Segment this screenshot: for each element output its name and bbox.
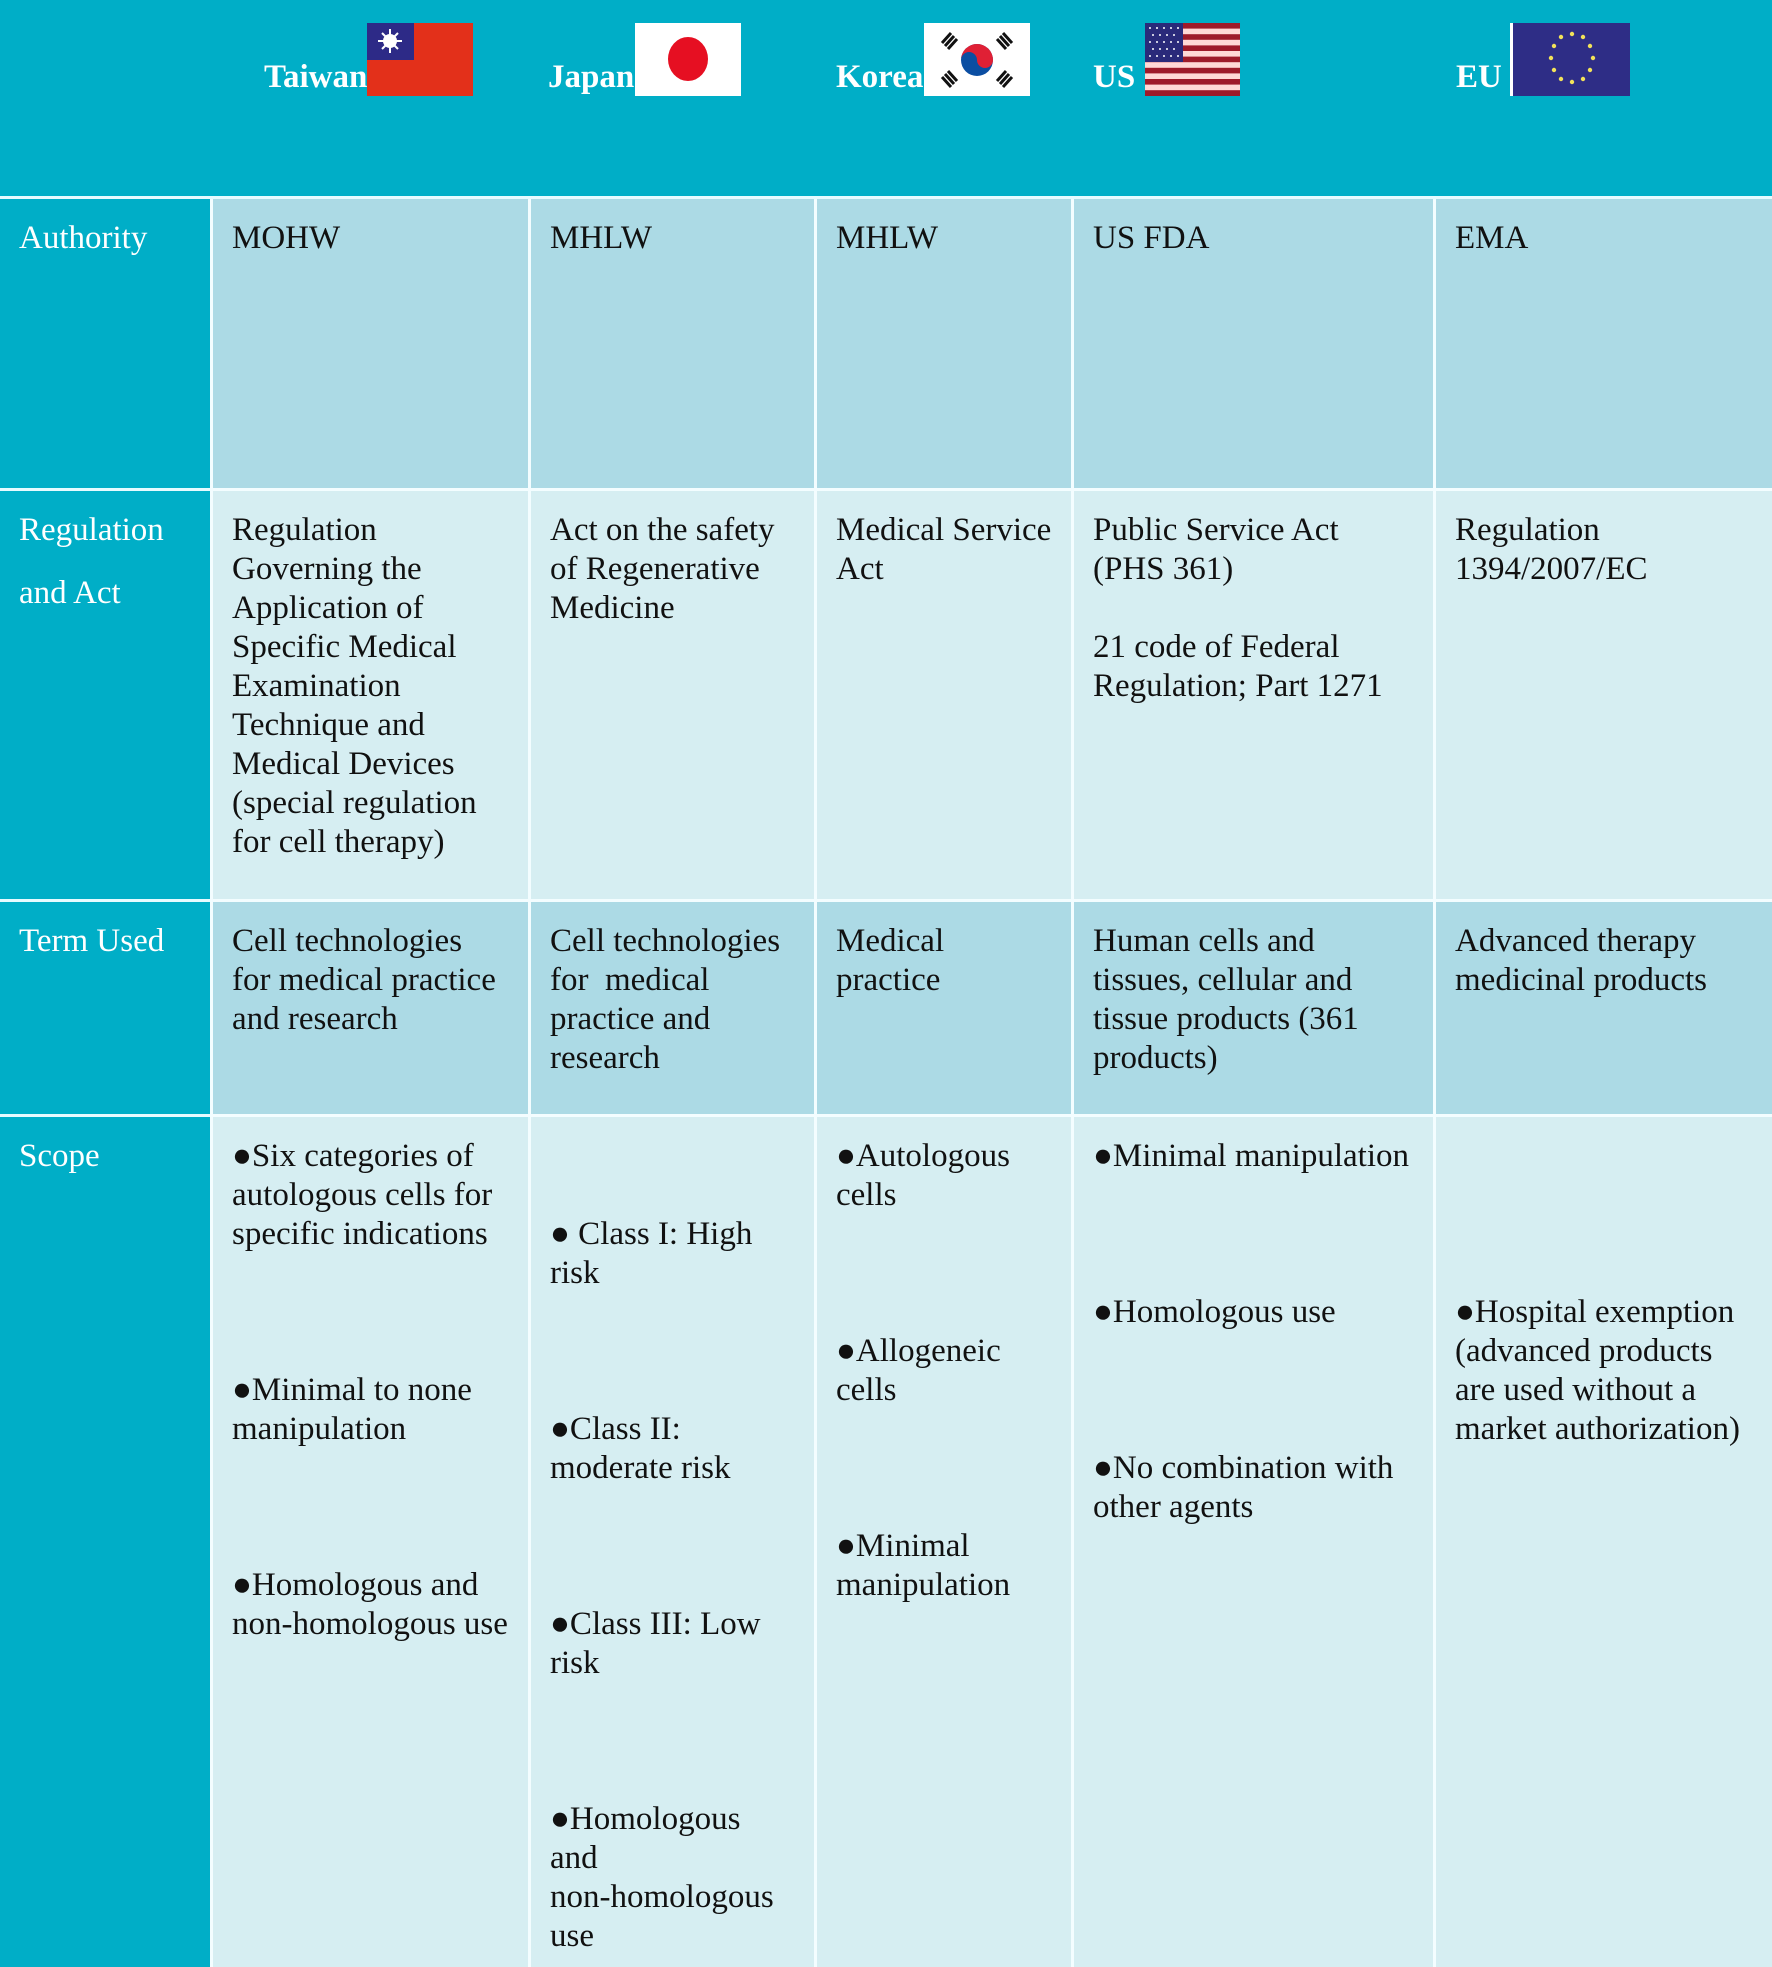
cell-authority-japan [528,199,814,491]
cell-scope-taiwan [210,1117,528,1967]
cell-term-taiwan [210,902,528,1117]
cell-scope-eu [1433,1117,1772,1967]
cell-authority-taiwan [210,199,528,491]
korea-flag-icon [923,23,1031,96]
column-header-us [1093,22,1240,96]
cell-text: US FDA [1093,220,1210,256]
taiwan-flag-icon [367,23,473,96]
row-header-authority [0,199,210,491]
cell-scope-us [1071,1117,1433,1967]
cell-text: EMA [1455,220,1529,256]
scope-bullet: ●Homologous and non-homologous use [232,1567,508,1642]
cell-text: Advanced therapy medicinal products [1455,923,1708,998]
scope-bullet: ●Allogeneic cells [836,1333,1001,1408]
cell-text: Public Service Act (PHS 361) [1093,512,1339,587]
cell-regulation-japan [528,491,814,902]
cell-text: MOHW [232,220,341,256]
row-label: Scope [19,1138,100,1174]
country-name: Korea [836,59,924,95]
cell-term-korea [814,902,1071,1117]
cell-text: Cell technologies for medical practice and research [232,923,496,1037]
scope-bullet: ●Class III: Low risk [550,1606,761,1681]
cell-term-japan [528,902,814,1117]
scope-bullet: ●Autologous cells [836,1138,1010,1213]
country-name: Taiwan [264,59,368,95]
cell-authority-us [1071,199,1433,491]
cell-text: 21 code of Federal Regulation; Part 1271 [1093,629,1383,704]
cell-term-eu [1433,902,1772,1117]
cell-authority-korea [814,199,1071,491]
cell-text: Regulation 1394/2007/EC [1455,512,1648,587]
cell-text: MHLW [836,220,939,256]
scope-bullet: ●Homologous and non-homologous use [550,1801,774,1954]
scope-bullet: ●Minimal to none manipulation [232,1372,472,1447]
scope-bullet: ●Minimal manipulation [1093,1138,1409,1174]
scope-bullet: ● Class I: High risk [550,1216,753,1291]
japan-flag-icon [634,23,742,96]
scope-bullet: ●No combination with other agents [1093,1450,1394,1525]
country-name: US [1093,59,1136,95]
column-header-eu [1456,22,1630,96]
scope-bullet: ●Class II: moderate risk [550,1411,731,1486]
column-header-japan [548,22,742,96]
row-label: Authority [19,220,148,256]
eu-flag-icon [1510,23,1630,96]
country-name: EU [1456,59,1502,95]
us-flag-icon [1145,23,1240,96]
cell-text: Medical practice [836,923,945,998]
row-label-line1: Regulation [19,512,164,548]
row-label: Term Used [19,923,165,959]
row-header-term-used [0,902,210,1117]
cell-text: Human cells and tissues, cellular and tissue products (361 products) [1093,923,1359,1076]
scope-bullet: ●Hospital exemption (advanced products are used without a market authorization) [1455,1294,1740,1447]
cell-text: Regulation Governing the Application of Specific Medical Examination Technique and Medical Devices (special regulation for cell therapy) [232,512,477,860]
country-name: Japan [548,59,635,95]
column-header-taiwan [264,22,473,96]
cell-regulation-eu [1433,491,1772,902]
scope-bullet: ●Homologous use [1093,1294,1336,1330]
row-header-regulation [0,491,210,902]
column-header-korea [836,22,1031,96]
table-header [0,0,1772,196]
cell-text: Medical Service Act [836,512,1052,587]
row-header-scope [0,1117,210,1967]
cell-authority-eu [1433,199,1772,491]
cell-scope-korea [814,1117,1071,1967]
cell-regulation-korea [814,491,1071,902]
cell-regulation-us [1071,491,1433,902]
table-body [0,196,1772,1964]
cell-scope-japan [528,1117,814,1967]
row-label-line2: and Act [19,575,121,611]
cell-text: Cell technologies for medical practice and research [550,923,781,1076]
scope-bullet: ●Minimal manipulation [836,1528,1011,1603]
cell-text: Act on the safety of Regenerative Medicine [550,512,775,626]
cell-regulation-taiwan [210,491,528,902]
cell-term-us [1071,902,1433,1117]
cell-text: MHLW [550,220,653,256]
scope-bullet: ●Six categories of autologous cells for specific indications [232,1138,493,1252]
